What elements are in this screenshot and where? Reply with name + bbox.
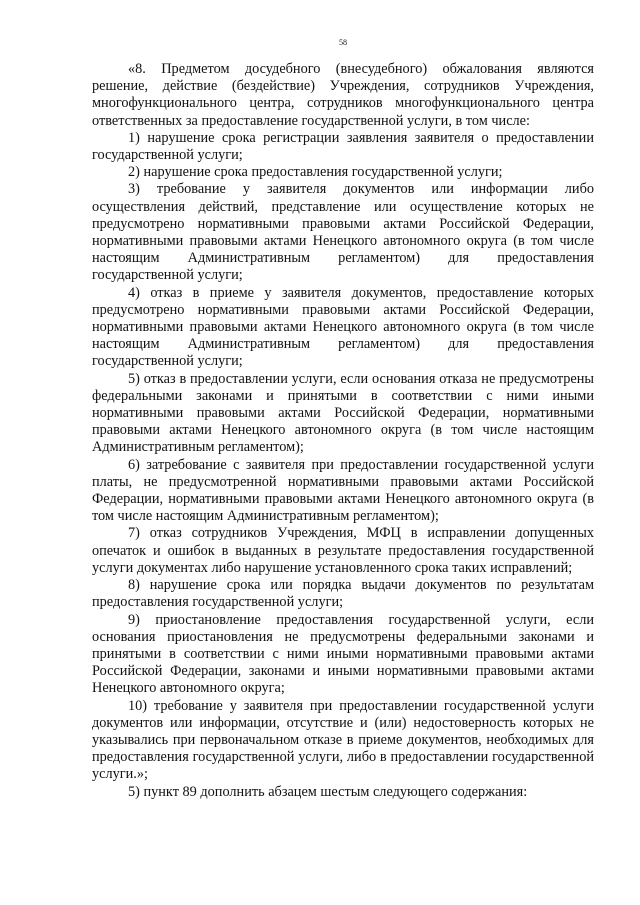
paragraph-amendment: 5) пункт 89 дополнить абзацем шестым следующего содержания: <box>128 783 528 800</box>
paragraph-item-10: 10) требование у заявителя при предоставлении государственной услуги документов или информации, отсутствие и (или) недостоверность которых не указывались при первоначальном отказе в приеме документов, необходимых для предоставления государственной услуги, либо в предоставлении государственной услуги.»; <box>92 697 594 783</box>
paragraph-item-8: 8) нарушение срока или порядка выдачи документов по результатам предоставления государственной услуги; <box>92 577 594 611</box>
paragraph-item-3: 3) требование у заявителя документов или информации либо осуществления действий, представление или осуществление которых не предусмотрено нормативными правовыми актами Российской Федерации, нормативными правовыми актами Ненецкого автономного округа (в том числе настоящим Административным регламентом) для предоставления государственной услуги; <box>92 181 594 284</box>
paragraph-item-6: 6) затребование с заявителя при предоставлении государственной услуги платы, не предусмотренной нормативными правовыми актами Российской Федерации, нормативными правовыми актами Ненецкого автономного округа (в том числе настоящим Административным регламентом); <box>92 456 594 525</box>
paragraph-item-2: 2) нарушение срока предоставления государственной услуги; <box>128 164 503 181</box>
paragraph-item-1: 1) нарушение срока регистрации заявления заявителя о предоставлении государственной услуги; <box>92 129 594 164</box>
paragraph-intro: «8. Предметом досудебного (внесудебного) обжалования являются решение, действие (бездействие) Учреждения, сотрудников Учреждения, многофункционального центра, сотрудников многофункционального центра ответственных за предоставление государственной услуги, в том числе: <box>92 61 594 129</box>
page-number: 58 <box>339 38 347 47</box>
paragraph-item-7: 7) отказ сотрудников Учреждения, МФЦ в исправлении допущенных опечаток и ошибок в выданных в результате предоставления государственной услуги документах либо нарушение установленного срока таких исправлений; <box>92 525 594 576</box>
paragraph-item-4: 4) отказ в приеме у заявителя документов, предоставление которых предусмотрено нормативными правовыми актами Российской Федерации, нормативными правовыми актами Ненецкого автономного округа (в том числе настоящим Административным регламентом) для предоставления государственной услуги; <box>92 284 594 370</box>
paragraph-item-9: 9) приостановление предоставления государственной услуги, если основания приостановления не предусмотрены федеральными законами и принятыми в соответствии с ними иными нормативными правовыми актами Российской Федерации, законами и иными нормативными правовыми актами Ненецкого автономного округа; <box>92 611 594 697</box>
paragraph-item-5: 5) отказ в предоставлении услуги, если основания отказа не предусмотрены федеральными законами и принятыми в соответствии с ними иными нормативными правовыми актами Российской Федерации, нормативными правовыми актами Ненецкого автономного округа (в том числе настоящим Административным регламентом); <box>92 370 594 456</box>
